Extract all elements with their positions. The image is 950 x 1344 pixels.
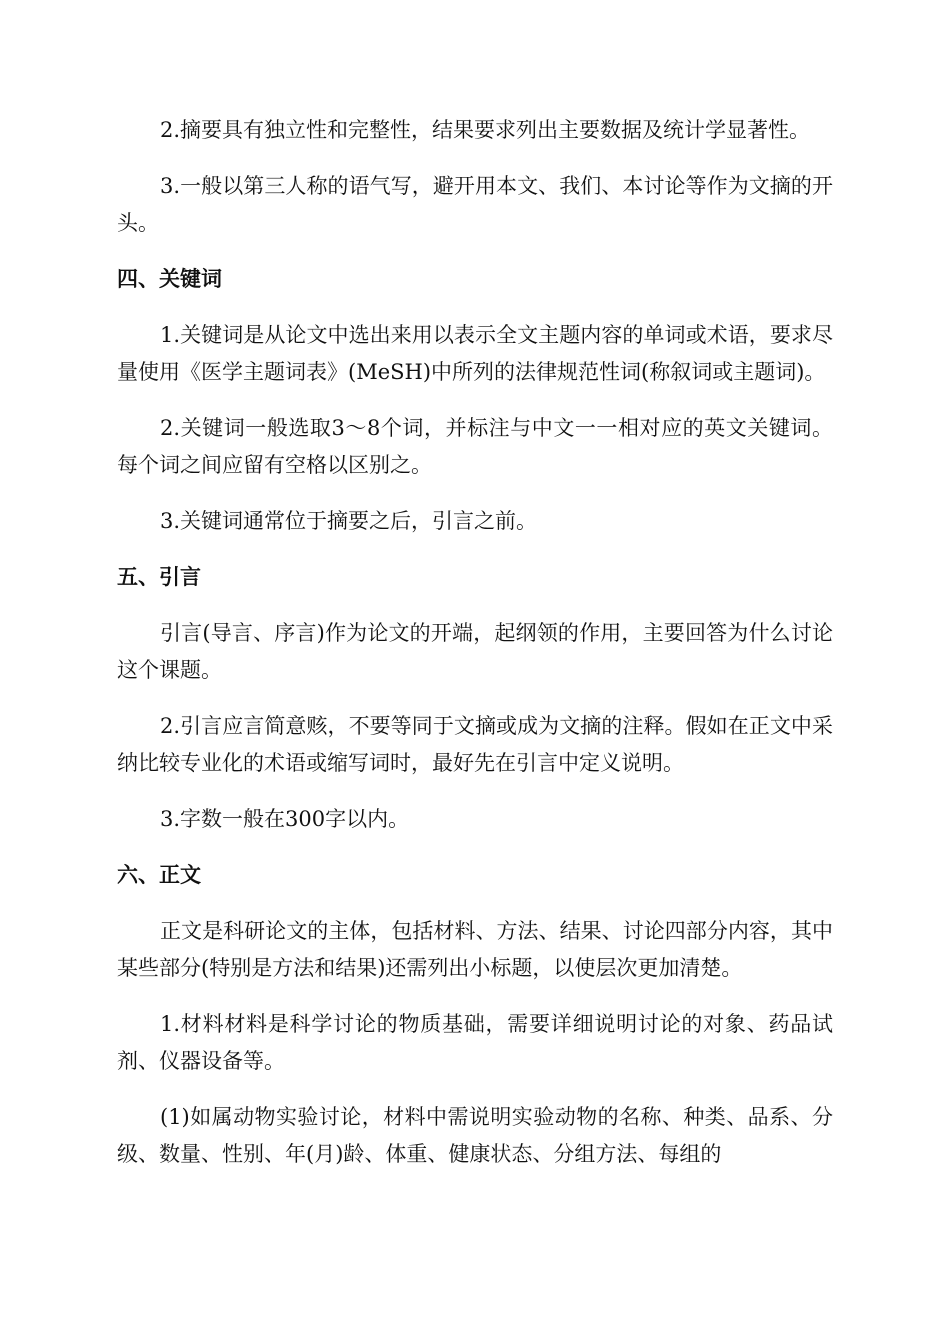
section-heading-body: 六、正文 [117,863,201,887]
paragraph-abstract-2: 2.摘要具有独立性和完整性，结果要求列出主要数据及统计学显著性。 [160,118,811,142]
paragraph-keywords-1: 1.关键词是从论文中选出来用以表示全文主题内容的单词或术语，要求尽量使用《医学主题词表》(MeSH)中所列的法律规范性词(称叙词或主题词)。 [117,323,833,384]
document-page [117,112,833,1192]
paragraph-keywords-3: 3.关键词通常位于摘要之后，引言之前。 [160,509,538,533]
paragraph-body-materials: 1.材料材料是科学讨论的物质基础，需要详细说明讨论的对象、药品试剂、仪器设备等。 [117,1012,833,1073]
paragraph-introduction-2: 2.引言应言简意赅，不要等同于文摘或成为文摘的注释。假如在正文中采纳比较专业化的术语或缩写词时，最好先在引言中定义说明。 [117,714,833,775]
section-heading-introduction: 五、引言 [117,565,201,589]
paragraph-body-animal-experiments: (1)如属动物实验讨论，材料中需说明实验动物的名称、种类、品系、分级、数量、性别、年(月)龄、体重、健康状态、分组方法、每组的 [117,1105,833,1166]
section-heading-keywords: 四、关键词 [117,267,222,291]
paragraph-body-intro: 正文是科研论文的主体，包括材料、方法、结果、讨论四部分内容，其中某些部分(特别是方法和结果)还需列出小标题，以使层次更加清楚。 [117,919,833,980]
paragraph-keywords-2: 2.关键词一般选取3～8个词，并标注与中文一一相对应的英文关键词。每个词之间应留有空格以区别之。 [117,416,833,477]
paragraph-abstract-3: 3.一般以第三人称的语气写，避开用本文、我们、本讨论等作为文摘的开头。 [117,174,833,235]
paragraph-introduction-1: 引言(导言、序言)作为论文的开端，起纲领的作用，主要回答为什么讨论这个课题。 [117,621,833,682]
paragraph-introduction-3: 3.字数一般在300字以内。 [160,807,410,831]
